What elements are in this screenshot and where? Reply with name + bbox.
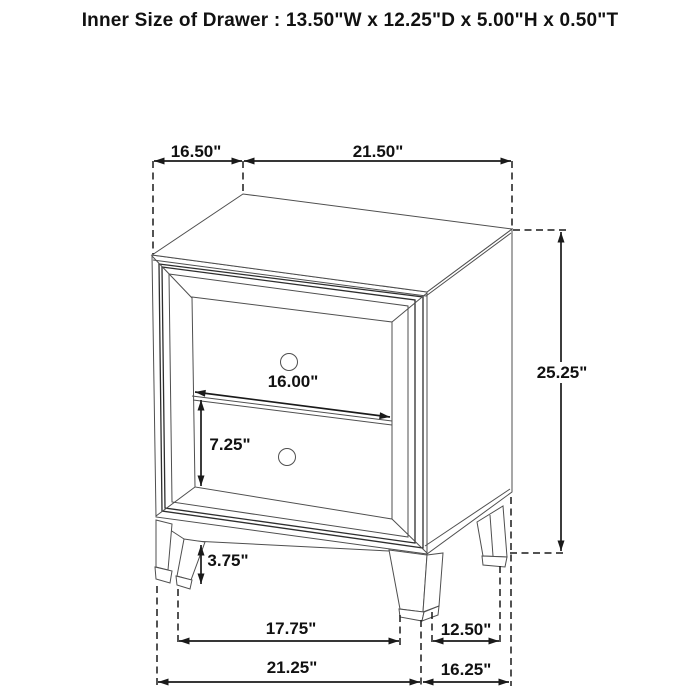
page-title: Inner Size of Drawer : 13.50"W x 12.25"D x 5.00"H x 0.50"T <box>81 10 619 31</box>
label-side-leg-spacing: 12.50" <box>440 620 492 639</box>
label-overall-height: 25.25" <box>533 362 592 383</box>
front-right-leg <box>389 550 427 612</box>
label-drawer-width: 16.00" <box>267 372 319 391</box>
label-top-width: 21.50" <box>352 142 404 161</box>
label-top-depth: 16.50" <box>170 142 222 161</box>
back-right-foot <box>482 556 507 567</box>
label-lower-drawer-height: 7.25" <box>209 435 251 454</box>
cabinet-body <box>152 194 512 554</box>
label-base-width: 21.25" <box>266 658 318 677</box>
back-left-leg <box>156 520 172 570</box>
label-leg-height: 3.75" <box>207 551 249 570</box>
back-left-foot <box>155 567 172 583</box>
label-base-depth: 16.25" <box>440 660 492 679</box>
label-front-leg-spacing: 17.75" <box>265 619 317 638</box>
